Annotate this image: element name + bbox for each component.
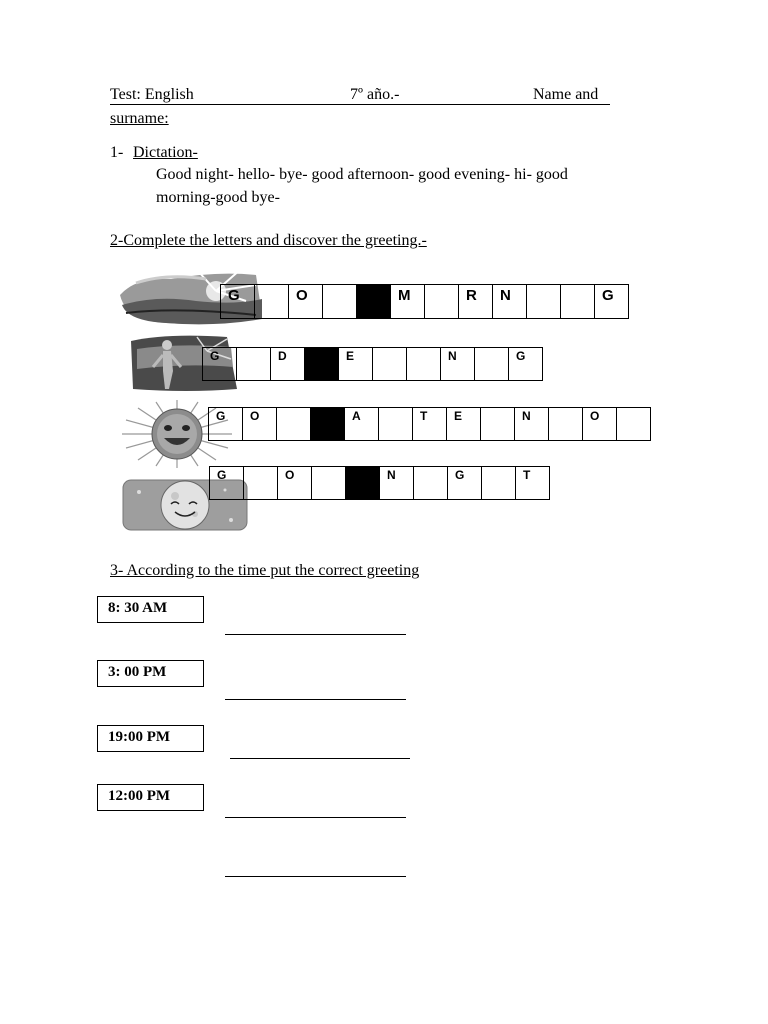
blank-separator-box [304, 347, 339, 381]
header-underline [110, 104, 610, 105]
letter-box[interactable]: G [202, 347, 237, 381]
puzzle-row-good-evening [202, 347, 543, 381]
letter-box[interactable]: G [508, 347, 543, 381]
letter-box[interactable] [372, 347, 407, 381]
letter-box[interactable]: O [242, 407, 277, 441]
letter-box[interactable]: O [288, 284, 323, 319]
letter-box[interactable]: R [458, 284, 493, 319]
letter-box[interactable] [480, 407, 515, 441]
blank-separator-box [345, 466, 380, 500]
letter-box[interactable] [548, 407, 583, 441]
answer-line[interactable] [225, 699, 406, 700]
letter-box[interactable]: A [344, 407, 379, 441]
letter-box[interactable] [406, 347, 441, 381]
letter-box[interactable] [526, 284, 561, 319]
letter-box[interactable]: G [208, 407, 243, 441]
answer-line[interactable] [225, 817, 406, 818]
letter-box[interactable] [424, 284, 459, 319]
puzzle-row-good-afternoon [208, 407, 651, 441]
letter-box[interactable]: M [390, 284, 425, 319]
name-label: Name and [533, 86, 599, 103]
letter-box[interactable] [616, 407, 651, 441]
blank-separator-box [310, 407, 345, 441]
letter-box[interactable] [311, 466, 346, 500]
letter-box[interactable]: G [594, 284, 629, 319]
dictation-words-line2: morning-good bye- [156, 189, 280, 206]
answer-line[interactable] [225, 634, 406, 635]
section1-title: Dictation- [133, 144, 198, 161]
grade-label: 7º año.- [350, 86, 400, 103]
letter-box[interactable]: T [515, 466, 550, 500]
letter-box[interactable]: N [492, 284, 527, 319]
letter-box[interactable] [322, 284, 357, 319]
letter-box[interactable]: G [447, 466, 482, 500]
letter-box[interactable]: G [209, 466, 244, 500]
time-box: 12:00 PM [97, 784, 204, 811]
letter-box[interactable]: E [338, 347, 373, 381]
letter-box[interactable] [236, 347, 271, 381]
dictation-words-line1: Good night- hello- bye- good afternoon- good evening- hi- good [156, 166, 568, 183]
letter-box[interactable] [378, 407, 413, 441]
puzzle-row-good-morning [220, 284, 629, 319]
letter-box[interactable]: E [446, 407, 481, 441]
letter-box[interactable] [254, 284, 289, 319]
letter-box[interactable]: N [440, 347, 475, 381]
letter-box[interactable]: D [270, 347, 305, 381]
letter-box[interactable] [243, 466, 278, 500]
letter-box[interactable]: N [379, 466, 414, 500]
letter-box[interactable]: G [220, 284, 255, 319]
puzzle-row-good-night [209, 466, 550, 500]
letter-box[interactable] [560, 284, 595, 319]
section3-title: 3- According to the time put the correct greeting [110, 562, 420, 579]
letter-box[interactable] [474, 347, 509, 381]
letter-box[interactable]: O [277, 466, 312, 500]
test-header [110, 86, 610, 106]
section2-title: 2-Complete the letters and discover the greeting.- [110, 232, 427, 249]
time-box: 3: 00 PM [97, 660, 204, 687]
answer-line[interactable] [225, 876, 406, 877]
letter-box[interactable] [481, 466, 516, 500]
letter-box[interactable]: O [582, 407, 617, 441]
letter-box[interactable]: N [514, 407, 549, 441]
time-box: 19:00 PM [97, 725, 204, 752]
letter-box[interactable] [413, 466, 448, 500]
blank-separator-box [356, 284, 391, 319]
test-subject-label: Test: English [110, 86, 194, 103]
answer-line[interactable] [230, 758, 410, 759]
surname-label: surname: [110, 110, 169, 127]
section1-number: 1- [110, 144, 124, 161]
time-box: 8: 30 AM [97, 596, 204, 623]
letter-box[interactable] [276, 407, 311, 441]
letter-box[interactable]: T [412, 407, 447, 441]
